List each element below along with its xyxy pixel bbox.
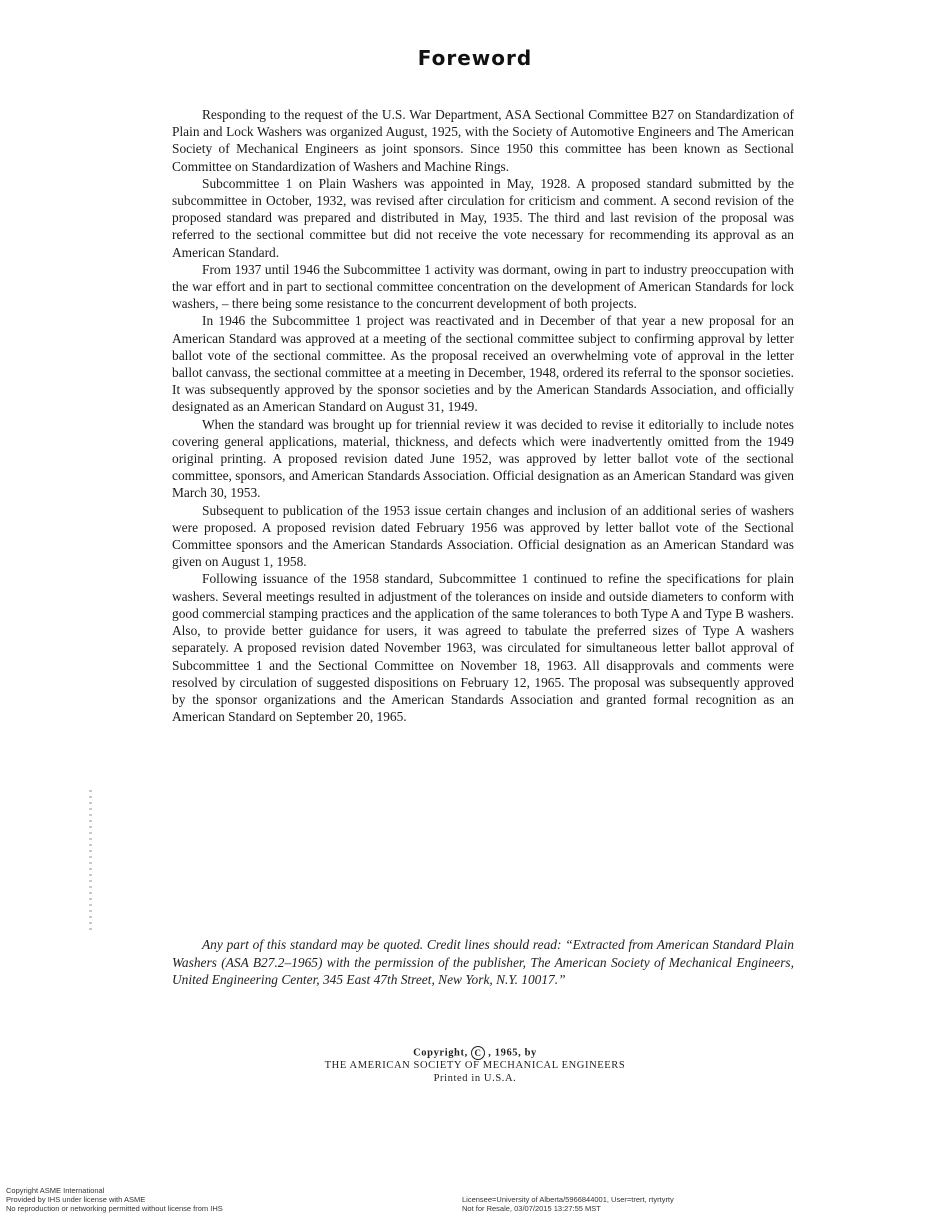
footer-left-line-2: Provided by IHS under license with ASME <box>6 1195 146 1204</box>
footer-left-line-3: No reproduction or networking permitted without license from IHS <box>6 1204 223 1213</box>
paragraph-4: In 1946 the Subcommittee 1 project was reactivated and in December of that year a new proposal for an American Standard was approved at a meeting of the sectional committee subject to confirming approval by letter ballot vote of the sectional committee. As the proposal received an overwhelming vote of approval in the letter ballot canvass, the sectional committee at a meeting in December, 1948, ordered its referral to the sponsor societies. It was subsequently approved by the sponsor societies and by the American Standards Association, and officially designated as an American Standard on August 31, 1949. <box>172 313 794 415</box>
paragraph-5: When the standard was brought up for triennial review it was decided to revise it editorially to include notes covering general applications, material, thickness, and defects which were inadvertently omitted from the 1949 original printing. A proposed revision dated June 1952, was approved by letter ballot vote of the sectional committee, sponsors, and American Standards Association. Official designation as an American Standard was given March 30, 1953. <box>172 416 794 501</box>
quote-text: Any part of this standard may be quoted. Credit lines should read: “Extracted from American Standard Plain Washers (ASA B27.2–1965) with the permission of the publisher, The American Society of Mechanical Engineers, United Engineering Center, 345 East 47th Street, New York, N.Y. 10017.” <box>172 937 794 988</box>
footer-license-info <box>6 1186 223 1213</box>
page-title: Foreword <box>417 46 533 70</box>
copyright-year: , 1965, by <box>488 1047 537 1059</box>
paragraph-2: Subcommittee 1 on Plain Washers was appointed in May, 1928. A proposed standard submitted by the subcommittee in October, 1932, was revised after circulation for criticism and comment. A second revision of the proposed standard was prepared and distributed in May, 1935. The third and last revision of the proposal was referred to the sectional committee but did not receive the vote necessary for recommending its approval as an American Standard. <box>172 175 794 260</box>
paragraph-3: From 1937 until 1946 the Subcommittee 1 activity was dormant, owing in part to industry preoccupation with the war effort and in part to sectional committee concentration on the development of American Standards for lock washers, – there being some resistance to the concurrent development of both projects. <box>172 261 794 312</box>
copyright-publisher: THE AMERICAN SOCIETY OF MECHANICAL ENGINEERS <box>324 1060 626 1071</box>
paragraph-6: Subsequent to publication of the 1953 issue certain changes and inclusion of an additional series of washers were proposed. A proposed revision dated February 1956 was approved by letter ballot vote of the Sectional Committee sponsors and the American Standards Association. Official designation as an American Standard was given on August 1, 1958. <box>172 502 794 570</box>
footer-licensee-info <box>462 1195 674 1213</box>
footer-right-line-2: Not for Resale, 03/07/2015 13:27:55 MST <box>462 1204 601 1213</box>
footer-right-line-1: Licensee=University of Alberta/5966844001, User=trert, rtyrtyrty <box>462 1195 674 1204</box>
paragraph-1: Responding to the request of the U.S. War Department, ASA Sectional Committee B27 on Standardization of Plain and Lock Washers was organized August, 1925, with the Society of Automotive Engineers and The American Society of Mechanical Engineers as joint sponsors. Since 1950 this committee has been known as Sectional Committee on Standardization of Washers and Machine Rings. <box>172 107 794 174</box>
footer-left-line-1: Copyright ASME International <box>6 1186 105 1195</box>
credit-line-quote <box>172 936 794 989</box>
copyright-symbol-icon: C <box>471 1046 485 1060</box>
copyright-block <box>0 1046 950 1085</box>
scan-artifact <box>89 790 92 930</box>
copyright-printed: Printed in U.S.A. <box>433 1072 517 1084</box>
foreword-body <box>172 106 794 725</box>
copyright-label: Copyright, <box>413 1047 468 1059</box>
copyright-line <box>0 1046 950 1060</box>
paragraph-7: Following issuance of the 1958 standard, Subcommittee 1 continued to refine the specifications for plain washers. Several meetings resulted in adjustment of the tolerances on inside and outside diameters to conform with good commercial stamping practices and the application of the same tolerances to both Type A and Type B washers. Also, to provide better guidance for users, it was agreed to tabulate the preferred sizes of Type A washers separately. A proposed revision dated November 1963, was circulated for simultaneous letter ballot approval of Subcommittee 1 and the Sectional Committee on November 18, 1963. All disapprovals and comments were resolved by circulation of suggested dispositions on February 12, 1965. The proposal was subsequently approved by the sponsor organizations and the American Standards Association and granted formal recognition as an American Standard on September 20, 1965. <box>172 571 794 725</box>
